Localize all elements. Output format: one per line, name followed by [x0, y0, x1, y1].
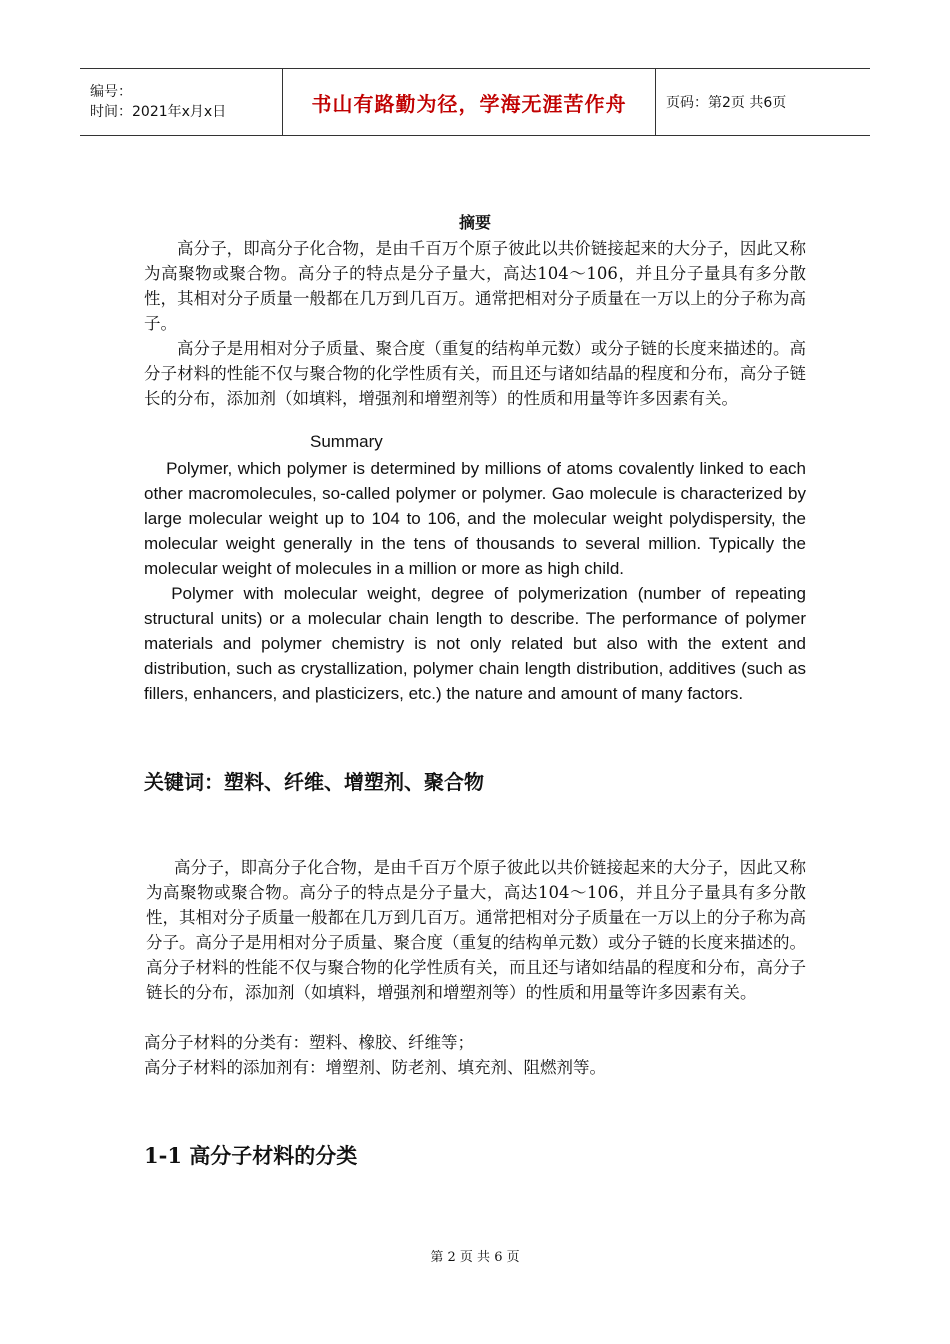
- summary-title: Summary: [310, 432, 383, 451]
- page-footer: 第 2 页 共 6 页: [430, 1250, 520, 1265]
- summary-paragraph: Polymer with molecular weight, degree of polymerization (number of repeating structural units) or a molecular chain length to describe. The performance of polymer materials and polymer chemistry is not only related but also with the extent and distribution, such as crystallization, polymer chain length distribution, additives (such as fillers, enhancers, and plasticizers, etc.) the nature and amount of many factors.: [144, 584, 806, 703]
- abstract-body: [144, 236, 806, 411]
- header-page-cell: [656, 69, 870, 135]
- main-body: [146, 855, 806, 1005]
- page-info: 页码：第2页 共6页: [666, 95, 787, 111]
- page-header: [80, 68, 870, 136]
- date-label: 时间：2021年x月x日: [90, 104, 227, 120]
- abstract-paragraph: 高分子是用相对分子质量、聚合度（重复的结构单元数）或分子链的长度来描述的。高分子材料的性能不仅与聚合物的化学性质有关，而且还与诸如结晶的程度和分布，高分子链长的分布，添加剂（如填料，增强剂和增塑剂等）的性质和用量等许多因素有关。: [144, 339, 806, 408]
- additives-line: 高分子材料的添加剂有：增塑剂、防老剂、填充剂、阻燃剂等。: [144, 1058, 606, 1077]
- header-motto-cell: [282, 69, 656, 135]
- abstract-title: 摘要: [458, 213, 491, 232]
- body-lines: [144, 1030, 806, 1080]
- motto: 书山有路勤为径，学海无涯苦作舟: [311, 91, 627, 116]
- summary-paragraph: Polymer, which polymer is determined by millions of atoms covalently linked to each other macromolecules, so-called polymer or polymer. Gao molecule is characterized by large molecular weight up to 104 to 106, and the molecular weight polydispersity, the molecular weight generally in the tens of thousands to several million. Typically the molecular weight of molecules in a million or more as high child.: [144, 459, 806, 578]
- section-title: 1-1 高分子材料的分类: [144, 1143, 358, 1168]
- keywords: 关键词：塑料、纤维、增塑剂、聚合物: [144, 770, 484, 794]
- classification-line: 高分子材料的分类有：塑料、橡胶、纤维等；: [144, 1033, 474, 1052]
- header-meta: [80, 69, 282, 135]
- body-paragraph: 高分子，即高分子化合物，是由千百万个原子彼此以共价链接起来的大分子，因此又称为高聚物或聚合物。高分子的特点是分子量大，高达104～106，并且分子量具有多分散性，其相对分子质量一般都在几万到几百万。通常把相对分子质量在一万以上的分子称为高分子。高分子是用相对分子质量、聚合度（重复的结构单元数）或分子链的长度来描述的。高分子材料的性能不仅与聚合物的化学性质有关，而且还与诸如结晶的程度和分布，高分子链长的分布，添加剂（如填料，增强剂和增塑剂等）的性质和用量等许多因素有关。: [146, 858, 806, 1002]
- number-label: 编号：: [90, 84, 132, 100]
- summary-body: [144, 456, 806, 706]
- abstract-paragraph: 高分子，即高分子化合物，是由千百万个原子彼此以共价链接起来的大分子，因此又称为高聚物或聚合物。高分子的特点是分子量大，高达104～106，并且分子量具有多分散性，其相对分子质量一般都在几万到几百万。通常把相对分子质量在一万以上的分子称为高子。: [144, 239, 806, 333]
